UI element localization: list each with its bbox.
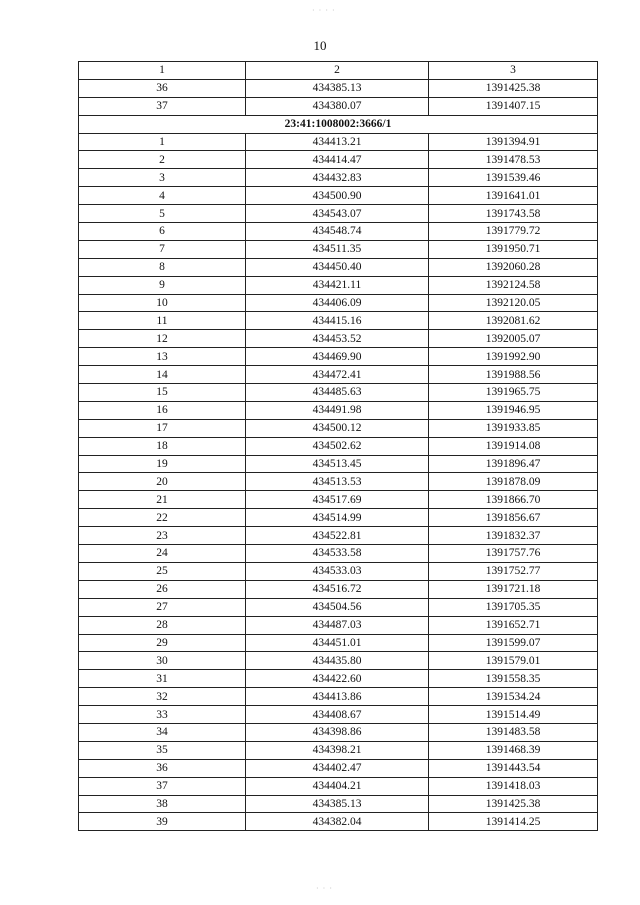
x-coordinate-cell: 434435.80: [246, 652, 429, 670]
x-coordinate-cell: 434413.86: [246, 688, 429, 706]
x-coordinate-cell: 434414.47: [246, 151, 429, 169]
point-number-cell: 28: [79, 616, 246, 634]
x-coordinate-cell: 434408.67: [246, 706, 429, 724]
table-row: [79, 187, 598, 205]
point-number-cell: 13: [79, 348, 246, 366]
point-number-cell: 16: [79, 401, 246, 419]
x-coordinate-cell: 434472.41: [246, 366, 429, 384]
x-coordinate-cell: 434406.09: [246, 294, 429, 312]
header-cell-1: 1: [79, 62, 246, 80]
y-coordinate-cell: 1391558.35: [429, 670, 598, 688]
coordinates-table-body: [79, 62, 598, 831]
point-number-cell: 37: [79, 97, 246, 115]
y-coordinate-cell: 1391933.85: [429, 419, 598, 437]
x-coordinate-cell: 434511.35: [246, 240, 429, 258]
y-coordinate-cell: 1391950.71: [429, 240, 598, 258]
y-coordinate-cell: 1391407.15: [429, 97, 598, 115]
x-coordinate-cell: 434413.21: [246, 133, 429, 151]
table-row: [79, 151, 598, 169]
point-number-cell: 32: [79, 688, 246, 706]
y-coordinate-cell: 1391866.70: [429, 491, 598, 509]
y-coordinate-cell: 1391599.07: [429, 634, 598, 652]
point-number-cell: 36: [79, 79, 246, 97]
y-coordinate-cell: 1391394.91: [429, 133, 598, 151]
table-row: [79, 437, 598, 455]
table-row: [79, 276, 598, 294]
x-coordinate-cell: 434398.86: [246, 723, 429, 741]
x-coordinate-cell: 434422.60: [246, 670, 429, 688]
table-row: [79, 741, 598, 759]
y-coordinate-cell: 1391743.58: [429, 205, 598, 223]
x-coordinate-cell: 434500.90: [246, 187, 429, 205]
x-coordinate-cell: 434500.12: [246, 419, 429, 437]
point-number-cell: 7: [79, 240, 246, 258]
y-coordinate-cell: 1392120.05: [429, 294, 598, 312]
y-coordinate-cell: 1391514.49: [429, 706, 598, 724]
point-number-cell: 20: [79, 473, 246, 491]
point-number-cell: 1: [79, 133, 246, 151]
point-number-cell: 3: [79, 169, 246, 187]
point-number-cell: 14: [79, 366, 246, 384]
x-coordinate-cell: 434451.01: [246, 634, 429, 652]
x-coordinate-cell: 434491.98: [246, 401, 429, 419]
x-coordinate-cell: 434516.72: [246, 580, 429, 598]
x-coordinate-cell: 434517.69: [246, 491, 429, 509]
y-coordinate-cell: 1391579.01: [429, 652, 598, 670]
y-coordinate-cell: 1391878.09: [429, 473, 598, 491]
x-coordinate-cell: 434469.90: [246, 348, 429, 366]
point-number-cell: 22: [79, 509, 246, 527]
point-number-cell: 37: [79, 777, 246, 795]
point-number-cell: 15: [79, 384, 246, 402]
y-coordinate-cell: 1391856.67: [429, 509, 598, 527]
y-coordinate-cell: 1391992.90: [429, 348, 598, 366]
y-coordinate-cell: 1391721.18: [429, 580, 598, 598]
table-row: [79, 419, 598, 437]
point-number-cell: 5: [79, 205, 246, 223]
y-coordinate-cell: 1391641.01: [429, 187, 598, 205]
x-coordinate-cell: 434533.03: [246, 562, 429, 580]
y-coordinate-cell: 1391414.25: [429, 813, 598, 831]
table-row: [79, 223, 598, 241]
point-number-cell: 33: [79, 706, 246, 724]
point-number-cell: 35: [79, 741, 246, 759]
point-number-cell: 6: [79, 223, 246, 241]
point-number-cell: 38: [79, 795, 246, 813]
table-row: [79, 545, 598, 563]
point-number-cell: 31: [79, 670, 246, 688]
y-coordinate-cell: 1391896.47: [429, 455, 598, 473]
y-coordinate-cell: 1391534.24: [429, 688, 598, 706]
x-coordinate-cell: 434421.11: [246, 276, 429, 294]
header-cell-3: 3: [429, 62, 598, 80]
point-number-cell: 24: [79, 545, 246, 563]
table-row: [79, 205, 598, 223]
section-row: [79, 115, 598, 133]
y-coordinate-cell: 1391946.95: [429, 401, 598, 419]
x-coordinate-cell: 434514.99: [246, 509, 429, 527]
x-coordinate-cell: 434382.04: [246, 813, 429, 831]
point-number-cell: 11: [79, 312, 246, 330]
table-row: [79, 652, 598, 670]
point-number-cell: 29: [79, 634, 246, 652]
x-coordinate-cell: 434398.21: [246, 741, 429, 759]
y-coordinate-cell: 1391752.77: [429, 562, 598, 580]
y-coordinate-cell: 1391705.35: [429, 598, 598, 616]
y-coordinate-cell: 1391914.08: [429, 437, 598, 455]
table-row: [79, 491, 598, 509]
table-row: [79, 384, 598, 402]
y-coordinate-cell: 1391988.56: [429, 366, 598, 384]
point-number-cell: 18: [79, 437, 246, 455]
x-coordinate-cell: 434522.81: [246, 527, 429, 545]
x-coordinate-cell: 434453.52: [246, 330, 429, 348]
x-coordinate-cell: 434385.13: [246, 795, 429, 813]
x-coordinate-cell: 434385.13: [246, 79, 429, 97]
x-coordinate-cell: 434485.63: [246, 384, 429, 402]
x-coordinate-cell: 434548.74: [246, 223, 429, 241]
table-row: [79, 312, 598, 330]
y-coordinate-cell: 1392060.28: [429, 258, 598, 276]
table-row: [79, 169, 598, 187]
table-row: [79, 348, 598, 366]
y-coordinate-cell: 1391757.76: [429, 545, 598, 563]
x-coordinate-cell: 434502.62: [246, 437, 429, 455]
point-number-cell: 4: [79, 187, 246, 205]
x-coordinate-cell: 434432.83: [246, 169, 429, 187]
x-coordinate-cell: 434533.58: [246, 545, 429, 563]
x-coordinate-cell: 434504.56: [246, 598, 429, 616]
x-coordinate-cell: 434404.21: [246, 777, 429, 795]
table-row: [79, 706, 598, 724]
y-coordinate-cell: 1392081.62: [429, 312, 598, 330]
table-row: [79, 527, 598, 545]
table-row: [79, 670, 598, 688]
table-row: [79, 258, 598, 276]
x-coordinate-cell: 434513.53: [246, 473, 429, 491]
table-row: [79, 795, 598, 813]
table-row: [79, 759, 598, 777]
table-row: [79, 634, 598, 652]
x-coordinate-cell: 434450.40: [246, 258, 429, 276]
y-coordinate-cell: 1391443.54: [429, 759, 598, 777]
table-row: [79, 688, 598, 706]
y-coordinate-cell: 1391418.03: [429, 777, 598, 795]
point-number-cell: 17: [79, 419, 246, 437]
x-coordinate-cell: 434543.07: [246, 205, 429, 223]
table-row: [79, 366, 598, 384]
y-coordinate-cell: 1391832.37: [429, 527, 598, 545]
point-number-cell: 10: [79, 294, 246, 312]
y-coordinate-cell: 1391539.46: [429, 169, 598, 187]
table-row: [79, 473, 598, 491]
point-number-cell: 27: [79, 598, 246, 616]
point-number-cell: 12: [79, 330, 246, 348]
table-row: [79, 240, 598, 258]
table-header-row: [79, 62, 598, 80]
point-number-cell: 26: [79, 580, 246, 598]
table-row: [79, 330, 598, 348]
point-number-cell: 9: [79, 276, 246, 294]
table-row: [79, 598, 598, 616]
table-row: [79, 580, 598, 598]
table-row: [79, 79, 598, 97]
y-coordinate-cell: 1391483.58: [429, 723, 598, 741]
point-number-cell: 2: [79, 151, 246, 169]
table-row: [79, 133, 598, 151]
table-row: [79, 813, 598, 831]
table-row: [79, 455, 598, 473]
x-coordinate-cell: 434402.47: [246, 759, 429, 777]
x-coordinate-cell: 434487.03: [246, 616, 429, 634]
y-coordinate-cell: 1391425.38: [429, 795, 598, 813]
table-row: [79, 562, 598, 580]
point-number-cell: 23: [79, 527, 246, 545]
x-coordinate-cell: 434513.45: [246, 455, 429, 473]
point-number-cell: 25: [79, 562, 246, 580]
table-row: [79, 294, 598, 312]
y-coordinate-cell: 1392124.58: [429, 276, 598, 294]
x-coordinate-cell: 434380.07: [246, 97, 429, 115]
point-number-cell: 39: [79, 813, 246, 831]
y-coordinate-cell: 1391425.38: [429, 79, 598, 97]
table-row: [79, 723, 598, 741]
page-number: 10: [313, 38, 327, 53]
x-coordinate-cell: 434415.16: [246, 312, 429, 330]
point-number-cell: 34: [79, 723, 246, 741]
table-row: [79, 509, 598, 527]
table-row: [79, 401, 598, 419]
table-row: [79, 616, 598, 634]
coordinates-table: [78, 61, 598, 831]
y-coordinate-cell: 1391779.72: [429, 223, 598, 241]
point-number-cell: 8: [79, 258, 246, 276]
y-coordinate-cell: 1391652.71: [429, 616, 598, 634]
scan-artifact-bottom: · · ·: [316, 884, 333, 893]
table-row: [79, 777, 598, 795]
header-cell-2: 2: [246, 62, 429, 80]
y-coordinate-cell: 1392005.07: [429, 330, 598, 348]
y-coordinate-cell: 1391478.53: [429, 151, 598, 169]
y-coordinate-cell: 1391468.39: [429, 741, 598, 759]
y-coordinate-cell: 1391965.75: [429, 384, 598, 402]
point-number-cell: 30: [79, 652, 246, 670]
scan-artifact-top: · · · ·: [312, 6, 336, 15]
point-number-cell: 21: [79, 491, 246, 509]
table-row: [79, 97, 598, 115]
point-number-cell: 36: [79, 759, 246, 777]
point-number-cell: 19: [79, 455, 246, 473]
cadastral-number-heading: 23:41:1008002:3666/1: [79, 115, 598, 133]
